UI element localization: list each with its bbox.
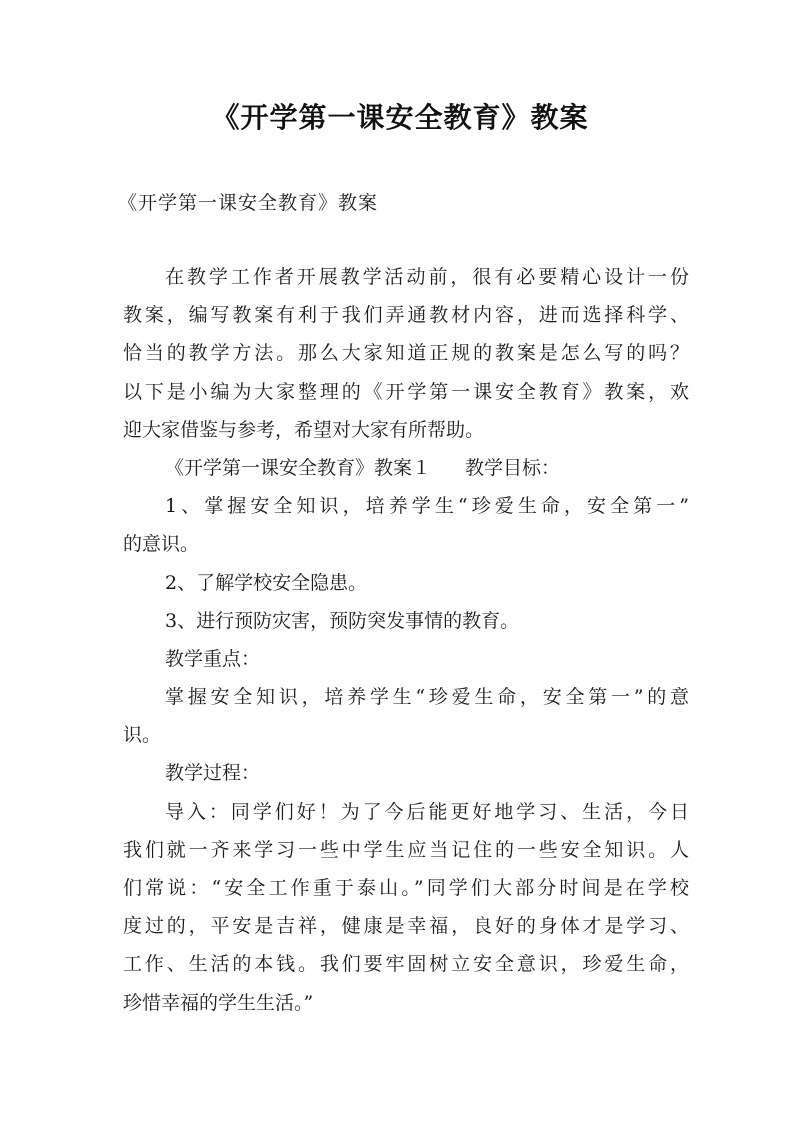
- paragraph-line: 们常说：“安全工作重于泰山。”同学们大部分时间是在学校: [123, 877, 689, 899]
- objective-item: 2、了解学校安全隐患。: [165, 571, 368, 594]
- paragraph-line: 教案，编写教案有利于我们弄通教材内容，进而选择科学、: [123, 304, 689, 327]
- process-label: 教学过程：: [165, 762, 261, 785]
- paragraph-line: 迎大家借鉴与参考，希望对大家有所帮助。: [123, 418, 485, 441]
- objectives-label: 教学目标：: [465, 456, 561, 479]
- objective-item: 3、进行预防灾害，预防突发事情的教育。: [165, 609, 520, 632]
- document-title: 《开学第一课安全教育》教案: [211, 101, 589, 134]
- section-heading-line: [123, 449, 689, 487]
- objective-item: 1、掌握安全知识，培养学生“珍爱生命，安全第一”: [165, 495, 689, 518]
- paragraph-line: 工作、生活的本钱。我们要牢固树立安全意识，珍爱生命，: [123, 953, 689, 976]
- paragraph-line: 的意识。: [123, 533, 200, 556]
- paragraph-line: 度过的，平安是吉祥，健康是幸福，良好的身体才是学习、: [123, 915, 689, 938]
- paragraph-line: 珍惜幸福的学生生活。”: [123, 991, 314, 1014]
- section-heading: 《开学第一课安全教育》教案１: [165, 456, 432, 479]
- paragraph-line: 在教学工作者开展教学活动前，很有必要精心设计一份: [165, 266, 689, 288]
- document-subtitle: 《开学第一课安全教育》教案: [118, 192, 379, 214]
- document-body: [123, 258, 689, 1022]
- paragraph-line: 识。: [123, 724, 162, 747]
- paragraph-line: 掌握安全知识，培养学生“珍爱生命，安全第一”的意: [165, 686, 689, 709]
- paragraph-line: 以下是小编为大家整理的《开学第一课安全教育》教案，欢: [123, 380, 689, 403]
- key-points-label: 教学重点：: [165, 647, 261, 670]
- paragraph-line: 导入：同学们好！为了今后能更好地学习、生活，今日: [165, 800, 689, 823]
- paragraph-line: 我们就一齐来学习一些中学生应当记住的一些安全知识。人: [123, 838, 689, 861]
- paragraph-line: 恰当的教学方法。那么大家知道正规的教案是怎么写的吗？: [123, 342, 689, 365]
